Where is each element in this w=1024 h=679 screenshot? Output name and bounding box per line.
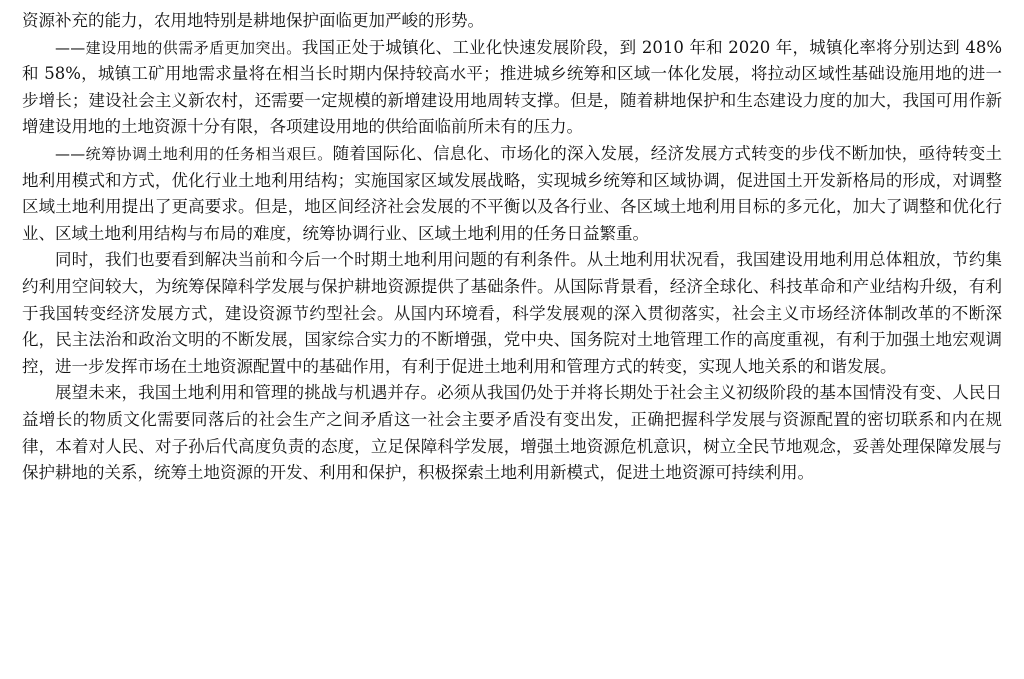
paragraph-text: 同时，我们也要看到解决当前和今后一个时期土地利用问题的有利条件。从土地利用状况看，我国建设用地利用总体粗放，节约集约利用空间较大，为统筹保障科学发展与保护耕地资源提供了基础条件。从国际背景看，经济全球化、科技革命和产业结构升级，有利于我国转变经济发展方式，建设资源节约型社会。从国内环境看，科学发展观的深入贯彻落实，社会主义市场经济体制改革的不断深化，民主法治和政治文明的不断发展，国家综合实力的不断增强，党中央、国务院对土地管理工作的高度重视，有利于加强土地宏观调控，进一步发挥市场在土地资源配置中的基础作用，有利于促进土地利用和管理方式的转变，实现人地关系的和谐发展。 (22, 250, 1002, 376)
paragraph-outlook (22, 380, 1002, 486)
paragraph-text: 随着国际化、信息化、市场化的深入发展，经济发展方式转变的步伐不断加快，亟待转变土地利用模式和方式，优化行业土地利用结构；实施国家区域发展战略，实现城乡统筹和区域协调，促进国土开发新格局的形成，对调整区域土地利用提出了更高要求。但是，地区间经济社会发展的不平衡以及各行业、各区域土地利用目标的多元化，加大了调整和优化行业、区域土地利用结构与布局的难度，统筹协调行业、区域土地利用的任务日益繁重。 (22, 143, 1002, 243)
paragraph-lead-heading: ——建设用地的供需矛盾更加突出。 (55, 38, 302, 57)
paragraph-lead-heading: ——统筹协调土地利用的任务相当艰巨。 (55, 144, 333, 163)
paragraph-continuation (22, 8, 1002, 35)
paragraph-text: 我国正处于城镇化、工业化快速发展阶段，到 2010 年和 2020 年，城镇化率将分别达到 48% 和 58%，城镇工矿用地需求量将在相当长时期内保持较高水平；推进城乡统筹和区域一体化发展，将拉动区域性基础设施用地的进一步增长；建设社会主义新农村，还需要一定规模的新增建设用地周转支撑。但是，随着耕地保护和生态建设力度的加大，我国可用作新增建设用地的土地资源十分有限，各项建设用地的供给面临前所未有的压力。 (22, 37, 1002, 137)
paragraph-text: 资源补充的能力，农用地特别是耕地保护面临更加严峻的形势。 (22, 11, 484, 30)
paragraph-text: 展望未来，我国土地利用和管理的挑战与机遇并存。必须从我国仍处于并将长期处于社会主义初级阶段的基本国情没有变、人民日益增长的物质文化需要同落后的社会生产之间矛盾这一社会主要矛盾没有变出发，正确把握科学发展与资源配置的密切联系和内在规律，本着对人民、对子孙后代高度负责的态度，立足保障科学发展，增强土地资源危机意识，树立全民节地观念，妥善处理保障发展与保护耕地的关系，统筹土地资源的开发、利用和保护，积极探索土地利用新模式，促进土地资源可持续利用。 (22, 383, 1002, 483)
paragraph-favorable-conditions (22, 247, 1002, 380)
paragraph-construction-land (22, 35, 1002, 141)
document-page (22, 8, 1002, 487)
paragraph-coordination-task (22, 141, 1002, 247)
